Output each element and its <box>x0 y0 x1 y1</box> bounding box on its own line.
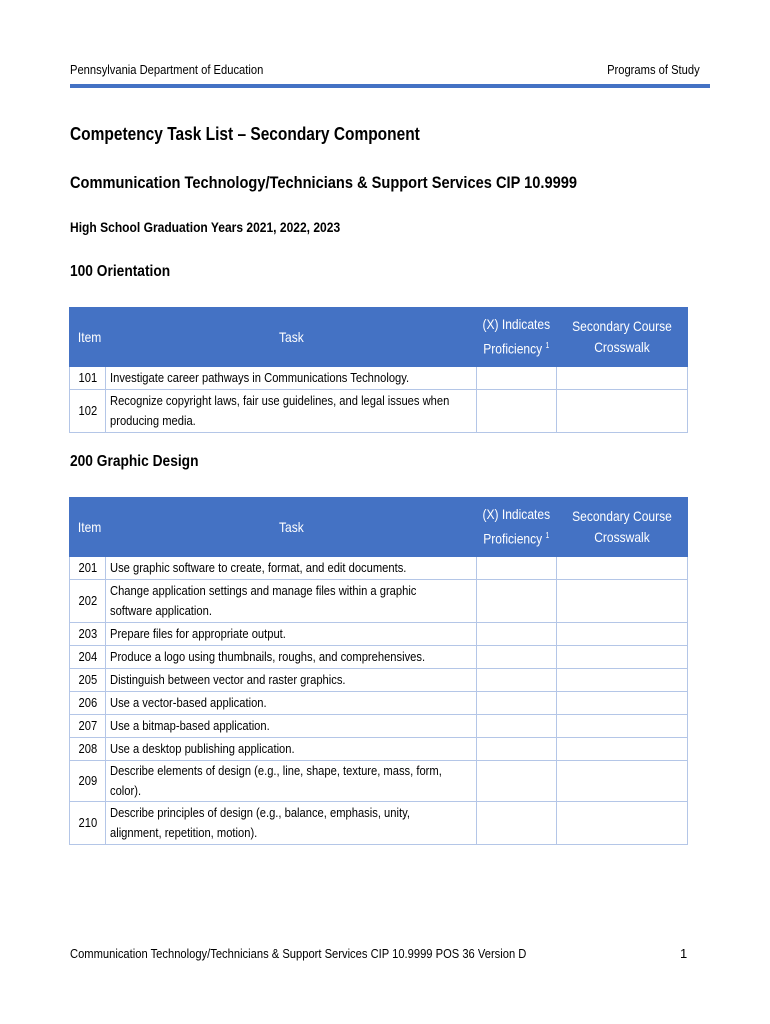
proficiency-cell <box>477 802 557 845</box>
column-header-task: Task <box>106 308 477 367</box>
item-number-cell: 204 <box>70 646 106 669</box>
crosswalk-cell <box>557 669 688 692</box>
crosswalk-cell <box>557 738 688 761</box>
task-description-cell: Recognize copyright laws, fair use guidelines, and legal issues when producing media. <box>106 390 477 433</box>
item-number-cell: 208 <box>70 738 106 761</box>
column-header-crosswalk: Secondary Course Crosswalk <box>557 308 688 367</box>
proficiency-cell <box>477 623 557 646</box>
task-description-cell: Describe elements of design (e.g., line, shape, texture, mass, form, color). <box>106 761 477 802</box>
item-number-cell: 101 <box>70 367 106 390</box>
proficiency-cell <box>477 390 557 433</box>
table-row <box>70 390 688 433</box>
proficiency-cell <box>477 580 557 623</box>
column-header-task: Task <box>106 498 477 557</box>
item-number-cell: 205 <box>70 669 106 692</box>
crosswalk-cell <box>557 623 688 646</box>
column-header-item: Item <box>70 308 106 367</box>
table-row <box>70 761 688 802</box>
table-row <box>70 646 688 669</box>
proficiency-cell <box>477 761 557 802</box>
program-title: Communication Technology/Technicians & Support Services CIP 10.9999 <box>70 173 577 192</box>
header-programs-of-study: Programs of Study <box>607 62 700 77</box>
item-number-cell: 202 <box>70 580 106 623</box>
task-description-cell: Produce a logo using thumbnails, roughs, and comprehensives. <box>106 646 477 669</box>
page-footer: Communication Technology/Technicians & Support Services CIP 10.9999 POS 36 Version D <box>70 946 527 961</box>
item-number-cell: 201 <box>70 557 106 580</box>
proficiency-cell <box>477 669 557 692</box>
task-table-graphic-design <box>69 497 688 845</box>
item-number-cell: 203 <box>70 623 106 646</box>
task-description-cell: Use graphic software to create, format, and edit documents. <box>106 557 477 580</box>
task-description-cell: Distinguish between vector and raster graphics. <box>106 669 477 692</box>
column-header-proficiency: (X) Indicates Proficiency $^1$ <box>477 308 557 367</box>
item-number-cell: 207 <box>70 715 106 738</box>
proficiency-cell <box>477 646 557 669</box>
table-row <box>70 367 688 390</box>
task-description-cell: Use a vector-based application. <box>106 692 477 715</box>
item-number-cell: 210 <box>70 802 106 845</box>
table-row <box>70 802 688 845</box>
table-row <box>70 738 688 761</box>
table-header <box>70 308 688 367</box>
proficiency-cell <box>477 557 557 580</box>
task-description-cell: Use a bitmap-based application. <box>106 715 477 738</box>
table-row <box>70 557 688 580</box>
task-description-cell: Investigate career pathways in Communications Technology. <box>106 367 477 390</box>
task-description-cell: Change application settings and manage files within a graphic software application. <box>106 580 477 623</box>
task-description-cell: Describe principles of design (e.g., balance, emphasis, unity, alignment, repetition, motion). <box>106 802 477 845</box>
crosswalk-cell <box>557 367 688 390</box>
header-department: Pennsylvania Department of Education <box>70 62 264 77</box>
crosswalk-cell <box>557 761 688 802</box>
task-description-cell: Prepare files for appropriate output. <box>106 623 477 646</box>
table-row <box>70 715 688 738</box>
page-number: 1 <box>680 946 688 961</box>
section-title-graphic-design: 200 Graphic Design <box>70 453 199 470</box>
table-header <box>70 498 688 557</box>
table-body <box>70 557 688 845</box>
crosswalk-cell <box>557 390 688 433</box>
item-number-cell: 206 <box>70 692 106 715</box>
crosswalk-cell <box>557 802 688 845</box>
proficiency-cell <box>477 692 557 715</box>
table-row <box>70 580 688 623</box>
proficiency-cell <box>477 367 557 390</box>
crosswalk-cell <box>557 646 688 669</box>
crosswalk-cell <box>557 580 688 623</box>
table-row <box>70 692 688 715</box>
proficiency-cell <box>477 738 557 761</box>
page-title: Competency Task List – Secondary Component <box>70 124 420 144</box>
crosswalk-cell <box>557 715 688 738</box>
graduation-years: High School Graduation Years 2021, 2022, 2023 <box>70 219 341 235</box>
table-row <box>70 669 688 692</box>
table-row <box>70 623 688 646</box>
page-header <box>70 62 710 90</box>
header-rule <box>70 84 710 88</box>
item-number-cell: 209 <box>70 761 106 802</box>
column-header-crosswalk: Secondary Course Crosswalk <box>557 498 688 557</box>
item-number-cell: 102 <box>70 390 106 433</box>
task-description-cell: Use a desktop publishing application. <box>106 738 477 761</box>
column-header-proficiency: (X) Indicates Proficiency $^1$ <box>477 498 557 557</box>
crosswalk-cell <box>557 557 688 580</box>
task-table-orientation <box>69 307 688 433</box>
section-title-orientation: 100 Orientation <box>70 263 171 280</box>
column-header-item: Item <box>70 498 106 557</box>
proficiency-cell <box>477 715 557 738</box>
crosswalk-cell <box>557 692 688 715</box>
table-body <box>70 367 688 433</box>
